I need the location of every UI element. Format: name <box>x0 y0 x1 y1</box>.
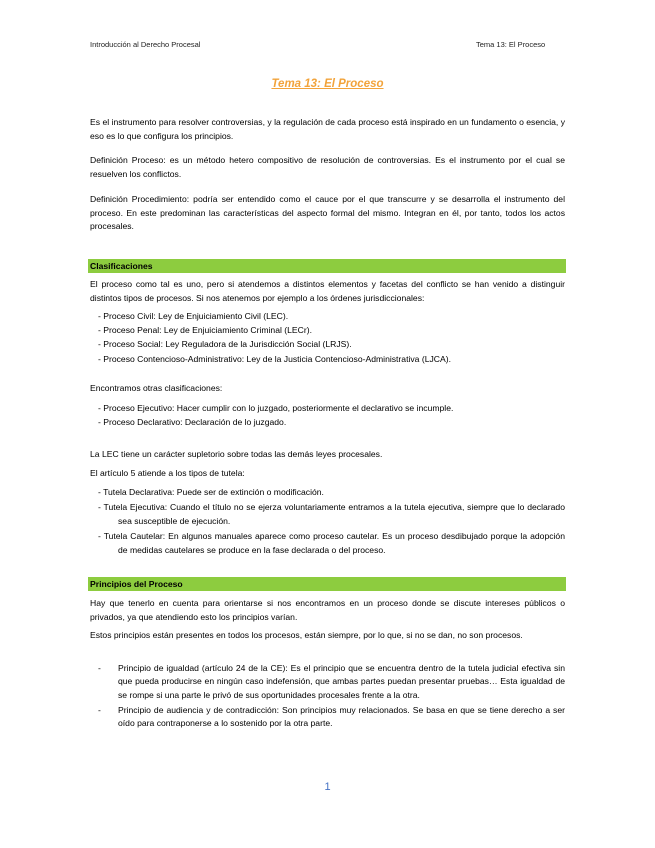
definition-procedimiento <box>90 193 565 234</box>
list-item: - Tutela Ejecutiva: Cuando el título no se ejerza voluntariamente entramos a la tutela ejecutiva, siempre que lo declarado sea susceptible de ejecución. <box>98 502 565 526</box>
list-item <box>98 662 565 702</box>
principio-audiencia-text: Principio de audiencia y de contradicción: Son principios muy relacionados. Se basa en que se tiene derecho a ser oído para contraponerse a lo sostenido por la otra parte. <box>118 704 565 729</box>
lec-note: La LEC tiene un carácter supletorio sobre todas las demás leyes procesales. <box>90 449 383 459</box>
section-heading-clasificaciones: Clasificaciones <box>88 259 566 273</box>
intro-text: Es el instrumento para resolver controversias, y la regulación de cada proceso está inspirado en un fundamento o esencia, y eso es lo que configura los principios. <box>90 117 565 141</box>
list-item: - Proceso Declarativo: Declaración de lo juzgado. <box>98 417 287 428</box>
other-classifications-list <box>98 401 563 429</box>
process-types-list <box>98 309 563 366</box>
list-item: - Tutela Declarativa: Puede ser de extinción o modificación. <box>98 487 324 497</box>
definition-proceso-text: Definición Proceso: es un método hetero compositivo de resolución de controversias. Es el instrumento por el cual se resuelven los conflictos. <box>90 155 565 179</box>
principios-paragraph-2 <box>90 629 565 643</box>
list-item <box>98 704 565 731</box>
list-item: - Tutela Cautelar: En algunos manuales aparece como proceso cautelar. Es un proceso desdibujado porque la adopción de medidas cautelares se produce en la fase declarada o del proceso. <box>98 531 565 555</box>
principles-list <box>98 662 565 732</box>
principio-igualdad-text: Principio de igualdad (artículo 24 de la CE): Es el principio que se encuentra dentro de la tutela judicial efectiva sin que pueda producirse en ningún caso indefensión, que ambas partes puedan presentar pruebas… Esta igualdad de se rompe si una parte le privó de sus oportunidades procesales frente a la otra. <box>118 663 565 700</box>
tutela-types-list <box>98 486 565 559</box>
list-item: - Proceso Ejecutivo: Hacer cumplir con lo juzgado, posteriormente el declarativo se incumple. <box>98 403 454 413</box>
intro-paragraph <box>90 116 565 143</box>
list-item: - Proceso Social: Ley Reguladora de la Jurisdicción Social (LRJS). <box>98 339 352 350</box>
articulo-5-intro: El artículo 5 atiende a los tipos de tutela: <box>90 468 245 478</box>
list-item: - Proceso Contencioso-Administrativo: Ley de la Justicia Contencioso-Administrativa (LJCA). <box>98 353 451 364</box>
definition-proceso <box>90 154 565 181</box>
principios-paragraph-2-text: Estos principios están presentes en todos los procesos, están siempre, por lo que, si no se dan, no son procesos. <box>90 630 523 640</box>
definition-procedimiento-text: Definición Procedimiento: podría ser entendido como el cauce por el que transcurre y se desarrolla el instrumento del proceso. En este predominan las características del aspecto formal del mismo. Integran en él, por tanto, todos los actos procesales. <box>90 194 565 231</box>
principios-paragraph-1-text: Hay que tenerlo en cuenta para orientarse si nos encontramos en un proceso donde se discute intereses públicos o privados, ya que atendiendo esto los principios varían. <box>90 598 565 622</box>
page-number: 1 <box>324 781 331 793</box>
clasificaciones-intro <box>90 278 565 305</box>
clasificaciones-intro-text: El proceso como tal es uno, pero si atendemos a distintos elementos y facetas del conflicto se han venido a distinguir distintos tipos de procesos. Si nos atenemos por ejemplo a los órdenes jurisdiccionales: <box>90 279 565 303</box>
otras-clasificaciones-heading: Encontramos otras clasificaciones: <box>90 383 223 393</box>
list-item: - Proceso Civil: Ley de Enjuiciamiento Civil (LEC). <box>98 311 289 321</box>
running-header-left: Introducción al Derecho Procesal <box>90 40 201 49</box>
list-item: - Proceso Penal: Ley de Enjuiciamiento Criminal (LECr). <box>98 325 312 336</box>
running-header-right: Tema 13: El Proceso <box>476 40 546 49</box>
list-marker: - <box>98 704 101 715</box>
principios-paragraph-1 <box>90 597 565 624</box>
document-title: Tema 13: El Proceso <box>271 78 384 90</box>
list-marker: - <box>98 663 101 673</box>
section-heading-principios: Principios del Proceso <box>88 577 566 591</box>
